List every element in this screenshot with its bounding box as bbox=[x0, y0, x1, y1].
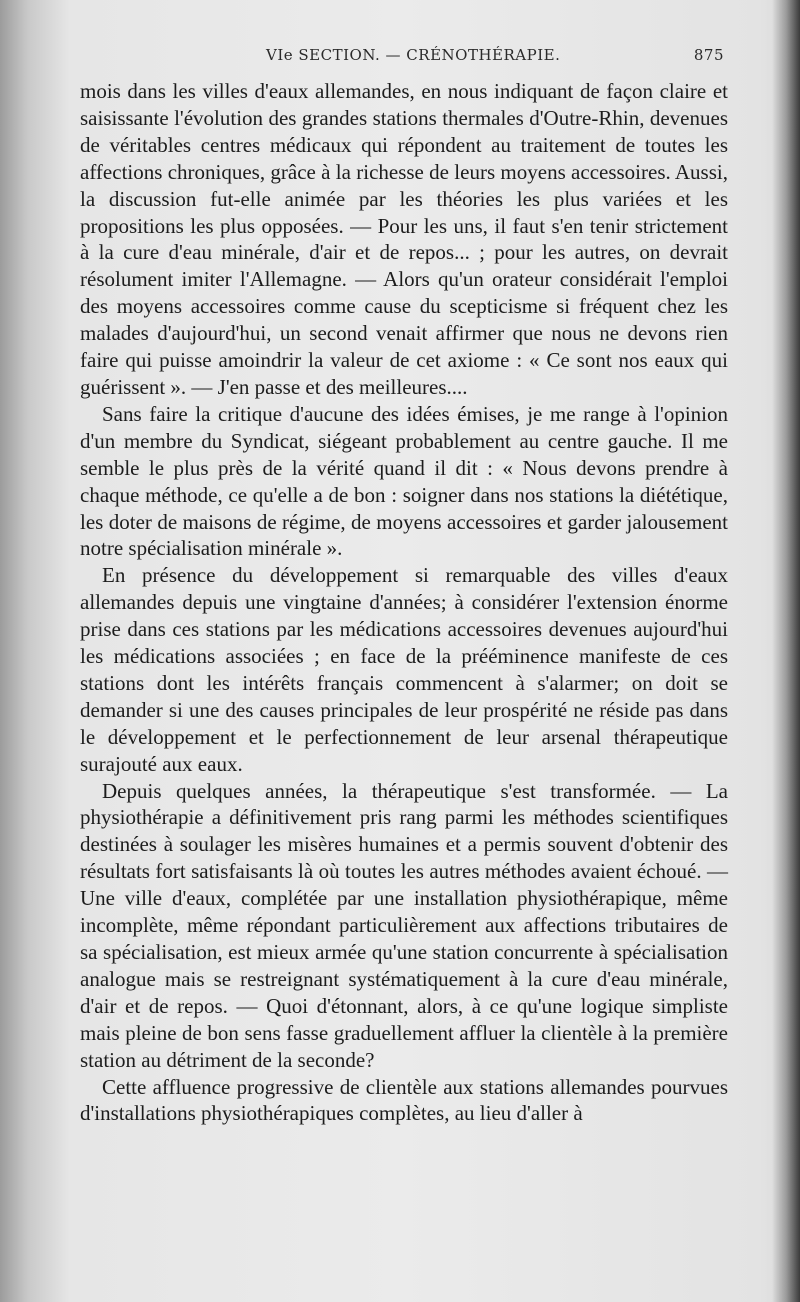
page-number: 875 bbox=[693, 46, 724, 64]
paragraph-4: Depuis quelques années, la thérapeutique s'est transformée. — La physiothérapie a définitivement pris rang parmi les méthodes scientifiques destinées à soulager les misères humaines et a permis souvent d'obtenir des résultats fort satisfaisants là où toutes les autres méthodes avaient échoué. — Une ville d'eaux, complétée par une installation physiothérapique, même incomplète, même répondant particulièrement aux affections tributaires de sa spécialisation, est mieux armée qu'une station concurrente à spécialisation analogue mais se restreignant systématiquement à la cure d'eau minérale, d'air et de repos. — Quoi d'étonnant, alors, à ce qu'une logique simpliste mais pleine de bon sens fasse graduellement affluer la clientèle à la première station au détriment de la seconde? bbox=[80, 778, 728, 1072]
paragraph-5: Cette affluence progressive de clientèle aux stations allemandes pourvues d'installations physiothérapiques complètes, au lieu d'aller à bbox=[80, 1074, 728, 1126]
body-text bbox=[80, 78, 728, 1127]
paragraph-2: Sans faire la critique d'aucune des idées émises, je me range à l'opinion d'un membre du Syndicat, siégeant probablement au centre gauche. Il me semble le plus près de la vérité quand il dit : « Nous devons prendre à chaque méthode, ce qu'elle a de bon : soigner dans nos stations la diététique, les doter de maisons de régime, de moyens accessoires et garder jalousement notre spécialisation minérale ». bbox=[80, 401, 728, 561]
page-edge-shadow bbox=[772, 0, 800, 1302]
paragraph-3: En présence du développement si remarquable des villes d'eaux allemandes depuis une vingtaine d'années; à considérer l'extension énorme prise dans ces stations par les médications accessoires devenues aujourd'hui les médications associées ; en face de la prééminence manifeste de ces stations dont les intérêts français commencent à s'alarmer; on doit se demander si une des causes principales de leur prospérité ne réside pas dans le développement et le perfectionnement de leur arsenal thérapeutique surajouté aux eaux. bbox=[80, 563, 728, 776]
running-head bbox=[80, 46, 728, 70]
paragraph-1: mois dans les villes d'eaux allemandes, en nous indiquant de façon claire et saisissante l'évolution des grandes stations thermales d'Outre-Rhin, devenues de véritables centres médicaux qui répondent au traitement de toutes les affections chroniques, grâce à la richesse de leurs moyens accessoires. Aussi, la discussion fut-elle animée par les théories les plus variées et les propositions les plus opposées. — Pour les uns, il faut s'en tenir strictement à la cure d'eau minérale, d'air et de repos... ; pour les autres, on devrait résolument imiter l'Allemagne. — Alors qu'un orateur considérait l'emploi des moyens accessoires comme cause du scepticisme si fréquent chez les malades d'aujourd'hui, un second venait affirmer que nous ne devons rien faire qui puisse amoindrir la valeur de cet axiome : « Ce sont nos eaux qui guérissent ». — J'en passe et des meilleures.... bbox=[80, 79, 728, 399]
section-title: VIe SECTION. — CRÉNOTHÉRAPIE. bbox=[266, 46, 561, 64]
